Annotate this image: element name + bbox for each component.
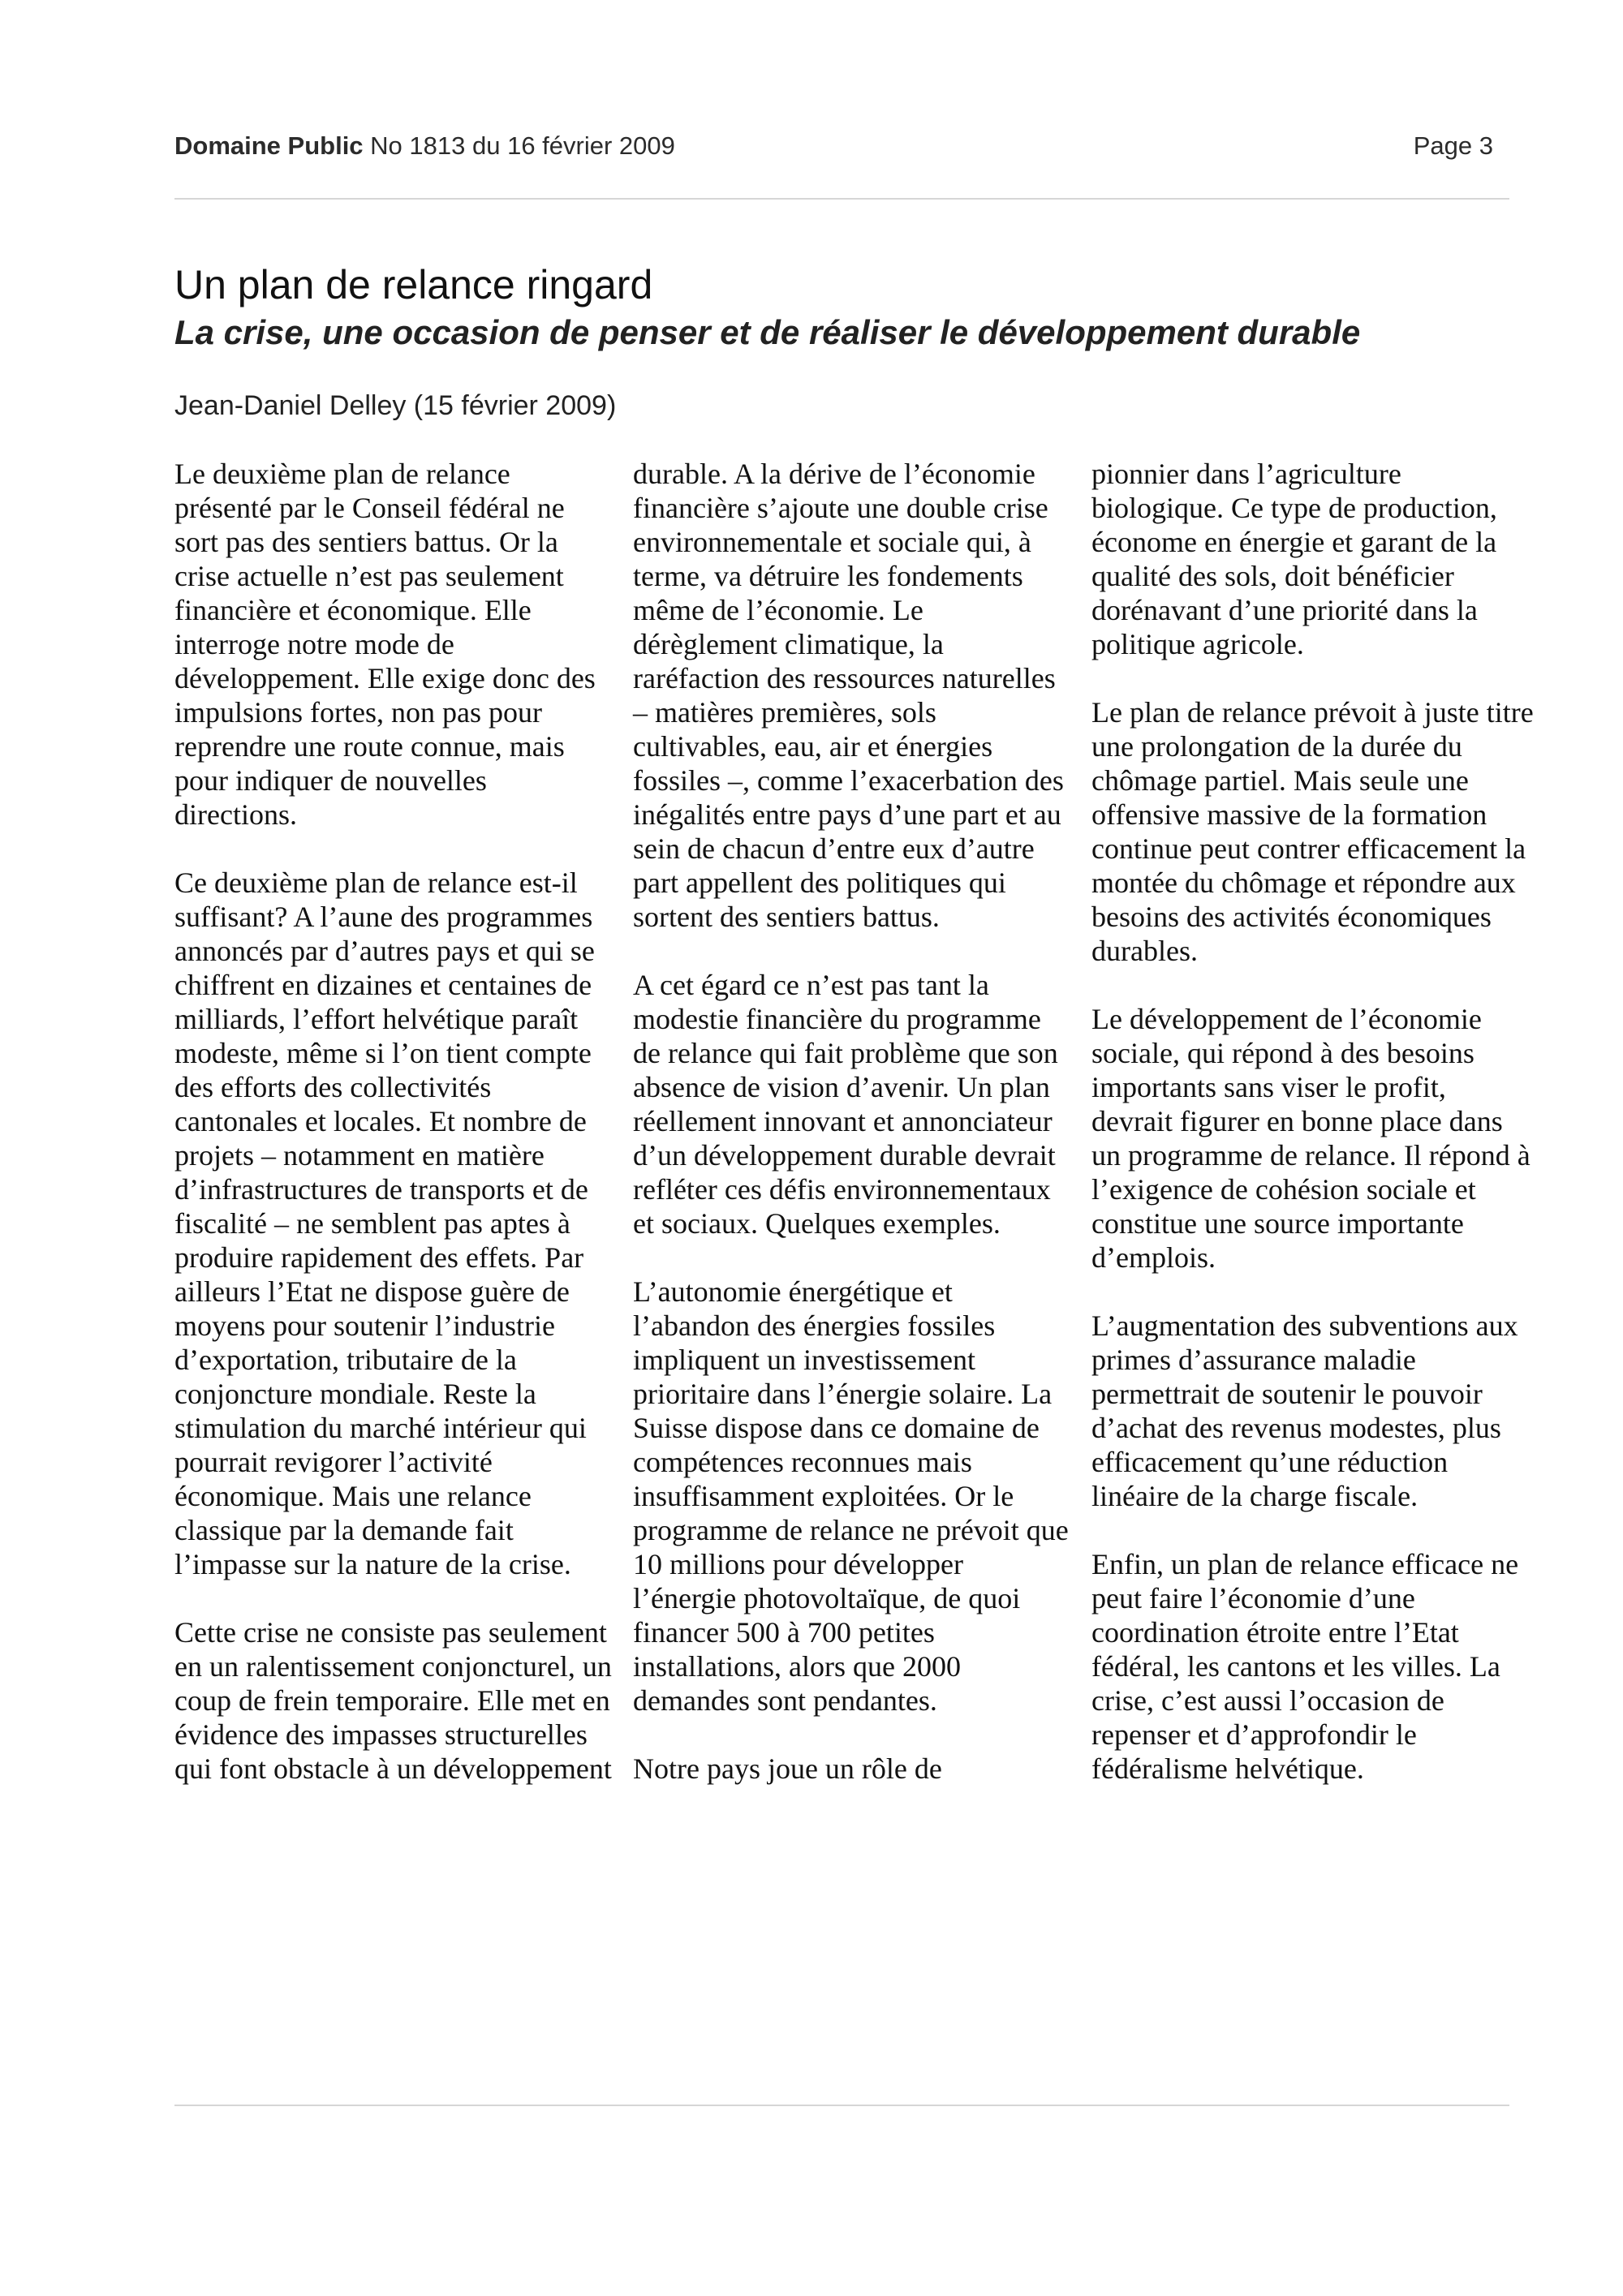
paragraph: durable. A la dérive de l’économie financière s’ajoute une double crise environnementale et sociale qui, à terme, va détruire les fondements même de l’économie. Le dérèglement climatique, la raréfaction des ressources naturelles – matières premières, sols cultivables, eau, air et énergies fossiles –, comme l’exacerbation des inégalités entre pays d’une part et au sein de chacun d’entre eux d’autre part appellent des politiques qui sortent des sentiers battus. <box>633 458 1064 933</box>
text-column-2 <box>633 457 1071 1786</box>
paragraph: Enfin, un plan de relance efficace ne peut faire l’économie d’une coordination étroite entre l’Etat fédéral, les cantons et les villes. La crise, c’est aussi l’occasion de repenser et d’approfondir le fédéralisme helvétique. <box>1091 1548 1519 1785</box>
paragraph: Le deuxième plan de relance présenté par le Conseil fédéral ne sort pas des sentiers battus. Or la crise actuelle n’est pas seulement financière et économique. Elle interroge notre mode de développement. Elle exige donc des impulsions fortes, non pas pour reprendre une route connue, mais pour indiquer de nouvelles directions. <box>174 458 596 831</box>
text-column-1 <box>174 457 613 1786</box>
paragraph: Cette crise ne consiste pas seulement en un ralentissement conjoncturel, un coup de frein temporaire. Elle met en évidence des impasses structurelles qui font obstacle à un développement <box>174 1616 612 1785</box>
paragraph: Le développement de l’économie sociale, qui répond à des besoins importants sans viser le profit, devrait figurer en bonne place dans un programme de relance. Il répond à l’exigence de cohésion sociale et constitue une source importante d’emplois. <box>1091 1003 1530 1274</box>
paragraph: Notre pays joue un rôle de <box>633 1752 942 1785</box>
publication-name: Domaine Public <box>174 131 364 160</box>
article-title: Un plan de relance ringard <box>174 262 653 307</box>
article-subtitle: La crise, une occasion de penser et de réaliser le développement durable <box>174 313 1361 351</box>
paragraph: pionnier dans l’agriculture biologique. Ce type de production, économe en énergie et garant de la qualité des sols, doit bénéficier dorénavant d’une priorité dans la politique agricole. <box>1091 458 1497 660</box>
paragraph: L’augmentation des subventions aux primes d’assurance maladie permettrait de soutenir le pouvoir d’achat des revenus modestes, plus efficacement qu’une réduction linéaire de la charge fiscale. <box>1091 1309 1518 1512</box>
header-divider <box>174 198 1509 200</box>
paragraph: A cet égard ce n’est pas tant la modestie financière du programme de relance qui fait problème que son absence de vision d’avenir. Un plan réellement innovant et annonciateur d’un développement durable devrait refléter ces défis environnementaux et sociaux. Quelques exemples. <box>633 969 1058 1240</box>
paragraph: L’autonomie énergétique et l’abandon des énergies fossiles impliquent un investissement prioritaire dans l’énergie solaire. La Suisse dispose dans ce domaine de compétences reconnues mais insuffisamment exploitées. Or le programme de relance ne prévoit que 10 millions pour développer l’énergie photovoltaïque, de quoi financer 500 à 700 petites installations, alors que 2000 demandes sont pendantes. <box>633 1275 1069 1717</box>
page-number: Page 3 <box>1413 131 1493 160</box>
article-byline: Jean-Daniel Delley (15 février 2009) <box>174 390 617 421</box>
paragraph: Le plan de relance prévoit à juste titre une prolongation de la durée du chômage partiel. Mais seule une offensive massive de la formation continue peut contrer efficacement la montée du chômage et répondre aux besoins des activités économiques durables. <box>1091 696 1534 967</box>
footer-divider <box>174 2105 1509 2106</box>
text-column-3 <box>1091 457 1534 1786</box>
issue-info: No 1813 du 16 février 2009 <box>370 131 675 160</box>
running-header <box>174 131 1493 172</box>
paragraph: Ce deuxième plan de relance est-il suffisant? A l’aune des programmes annoncés par d’autres pays et qui se chiffrent en dizaines et centaines de milliards, l’effort helvétique paraît modeste, même si l’on tient compte des efforts des collectivités cantonales et locales. Et nombre de projets – notamment en matière d’infrastructures de transports et de fiscalité – ne semblent pas aptes à produire rapidement des effets. Par ailleurs l’Etat ne dispose guère de moyens pour soutenir l’industrie d’exportation, tributaire de la conjoncture mondiale. Reste la stimulation du marché intérieur qui pourrait revigorer l’activité économique. Mais une relance classique par la demande fait l’impasse sur la nature de la crise. <box>174 866 595 1580</box>
